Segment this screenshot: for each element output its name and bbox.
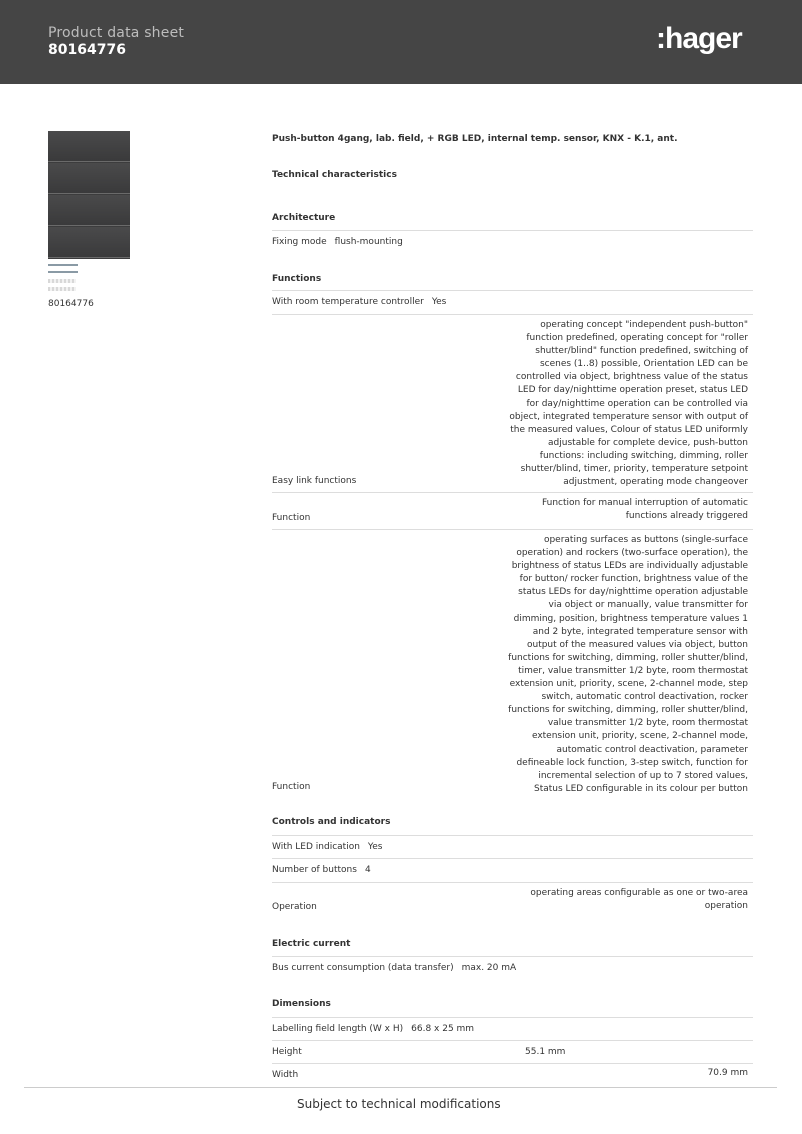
value-line: output of the measured values via object, button: [526, 639, 748, 650]
product-number: 80164776: [48, 299, 94, 309]
spec-row-labelling-field: [272, 1017, 753, 1034]
document-type: Product data sheet: [48, 25, 185, 41]
product-image: [48, 131, 130, 259]
screw-icon: [48, 271, 78, 273]
spec-row-room-temp: [272, 290, 753, 307]
spec-value: Yes: [431, 297, 447, 307]
value-line: functions already triggered: [625, 511, 748, 522]
spec-value: 70.9 mm: [707, 1067, 748, 1078]
value-line: and 2 byte, integrated temperature sensor with: [532, 626, 748, 637]
spec-value: [530, 887, 748, 913]
spec-row-number-of-buttons: [272, 858, 753, 875]
spec-label: Fixing mode: [272, 237, 327, 247]
plug-icon: [48, 287, 76, 291]
value-line: LED for day/nighttime operation preset, status LED: [517, 385, 748, 396]
value-line: object, integrated temperature sensor with output of: [509, 411, 748, 422]
value-line: scenes (1..8) possible, Orientation LED can be: [539, 359, 748, 370]
value-line: operating concept "independent push-button": [540, 320, 748, 330]
value-line: functions for switching, dimming, roller shutter/blind,: [508, 705, 748, 716]
section-heading-dimensions: Dimensions: [272, 999, 331, 1009]
spec-row-function: [272, 529, 753, 792]
spec-label: With LED indication: [272, 842, 360, 852]
spec-value: 55.1 mm: [525, 1047, 566, 1057]
value-line: value transmitter 1/2 byte, room thermostat: [547, 718, 748, 729]
value-line: extension unit, priority, scene, 2-channel mode,: [531, 731, 748, 742]
value-line: shutter/blind, timer, priority, temperature setpoint: [520, 464, 748, 475]
spec-row-bus-current: [272, 956, 753, 973]
value-line: Function for manual interruption of automatic: [541, 498, 748, 508]
value-line: functions: including switching, dimming, roller: [539, 450, 748, 461]
push-button-face: [48, 227, 130, 258]
push-button-face: [48, 195, 130, 226]
push-button-face: [48, 163, 130, 194]
value-line: controlled via object, brightness value of the status: [515, 372, 748, 383]
value-line: for day/nighttime operation can be controlled via: [526, 398, 748, 409]
spec-value: 4: [364, 865, 371, 875]
value-line: via object or manually, value transmitter for: [548, 600, 748, 611]
section-heading-electric: Electric current: [272, 939, 351, 949]
spec-row-fixing-mode: [272, 230, 753, 247]
value-line: switch, automatic control deactivation, rocker: [541, 692, 748, 703]
spec-value: [509, 319, 748, 489]
value-line: operating surfaces as buttons (single-surface: [543, 535, 748, 545]
footer-note: Subject to technical modifications: [297, 1097, 501, 1111]
spec-value: [542, 497, 748, 523]
spec-label: Labelling field length (W x H): [272, 1024, 404, 1034]
value-line: the measured values, Colour of status LED uniformly: [510, 424, 748, 435]
spec-label: Function: [272, 513, 311, 523]
spec-value: 66.8 x 25 mm: [411, 1024, 475, 1034]
spec-label: Width: [272, 1070, 299, 1080]
section-heading-functions: Functions: [272, 274, 322, 284]
value-line: extension unit, priority, scene, 2-channel mode, step: [509, 679, 748, 690]
plug-icon: [48, 279, 76, 283]
spec-value: Yes: [367, 842, 383, 852]
value-line: status LEDs for day/nighttime operation adjustable: [518, 587, 748, 598]
spec-row-width: [272, 1063, 753, 1080]
value-line: shutter/blind" function predefined, switching of: [535, 346, 748, 357]
value-line: for button/ rocker function, brightness value of the: [519, 574, 748, 585]
screw-icon: [48, 264, 78, 266]
spec-row-led-indication: [272, 835, 753, 852]
spec-label: With room temperature controller: [272, 297, 424, 307]
spec-label: Function: [272, 782, 311, 792]
value-line: operating areas configurable as one or two-area: [530, 888, 748, 898]
value-line: operation: [704, 901, 748, 912]
value-line: defineable lock function, 3-step switch, function for: [516, 757, 748, 768]
value-line: operation) and rockers (two-surface operation), the: [516, 548, 748, 559]
spec-label: Operation: [272, 902, 317, 912]
page-header: [0, 0, 802, 84]
spec-label: Bus current consumption (data transfer): [272, 963, 454, 973]
spec-label: Height: [272, 1047, 302, 1057]
value-line: timer, value transmitter 1/2 byte, room thermostat: [518, 665, 748, 676]
footer-divider: [24, 1087, 777, 1088]
value-line: functions for switching, dimming, roller shutter/blind,: [508, 652, 748, 663]
spec-value: max. 20 mA: [461, 963, 517, 973]
product-title: Push-button 4gang, lab. field, + RGB LED, internal temp. sensor, KNX - K.1, ant.: [272, 134, 678, 144]
value-line: automatic control deactivation, parameter: [556, 744, 748, 755]
value-line: adjustment, operating mode changeover: [563, 477, 748, 488]
section-heading-architecture: Architecture: [272, 213, 336, 223]
value-line: function predefined, operating concept for "roller: [526, 333, 748, 344]
value-line: incremental selection of up to 7 stored values,: [538, 770, 748, 781]
document-number: 80164776: [48, 42, 126, 58]
push-button-face: [48, 131, 130, 162]
value-line: Status LED configurable in its colour per button: [534, 783, 748, 794]
section-heading-controls: Controls and indicators: [272, 817, 391, 827]
value-line: dimming, position, brightness temperature values 1: [513, 613, 748, 624]
hager-logo: :hager: [656, 22, 742, 55]
value-line: adjustable for complete device, push-button: [548, 437, 748, 448]
spec-row-function: [272, 492, 753, 523]
spec-value: flush-mounting: [334, 237, 403, 247]
technical-heading: Technical characteristics: [272, 170, 397, 180]
value-line: brightness of status LEDs are individually adjustable: [511, 561, 748, 572]
spec-row-height: [272, 1040, 753, 1057]
spec-label: Easy link functions: [272, 476, 357, 486]
spec-label: Number of buttons: [272, 865, 357, 875]
spec-value: [508, 534, 748, 796]
accessory-image: [48, 262, 80, 294]
spec-row-operation: [272, 882, 753, 912]
spec-row-easy-link: [272, 314, 753, 486]
